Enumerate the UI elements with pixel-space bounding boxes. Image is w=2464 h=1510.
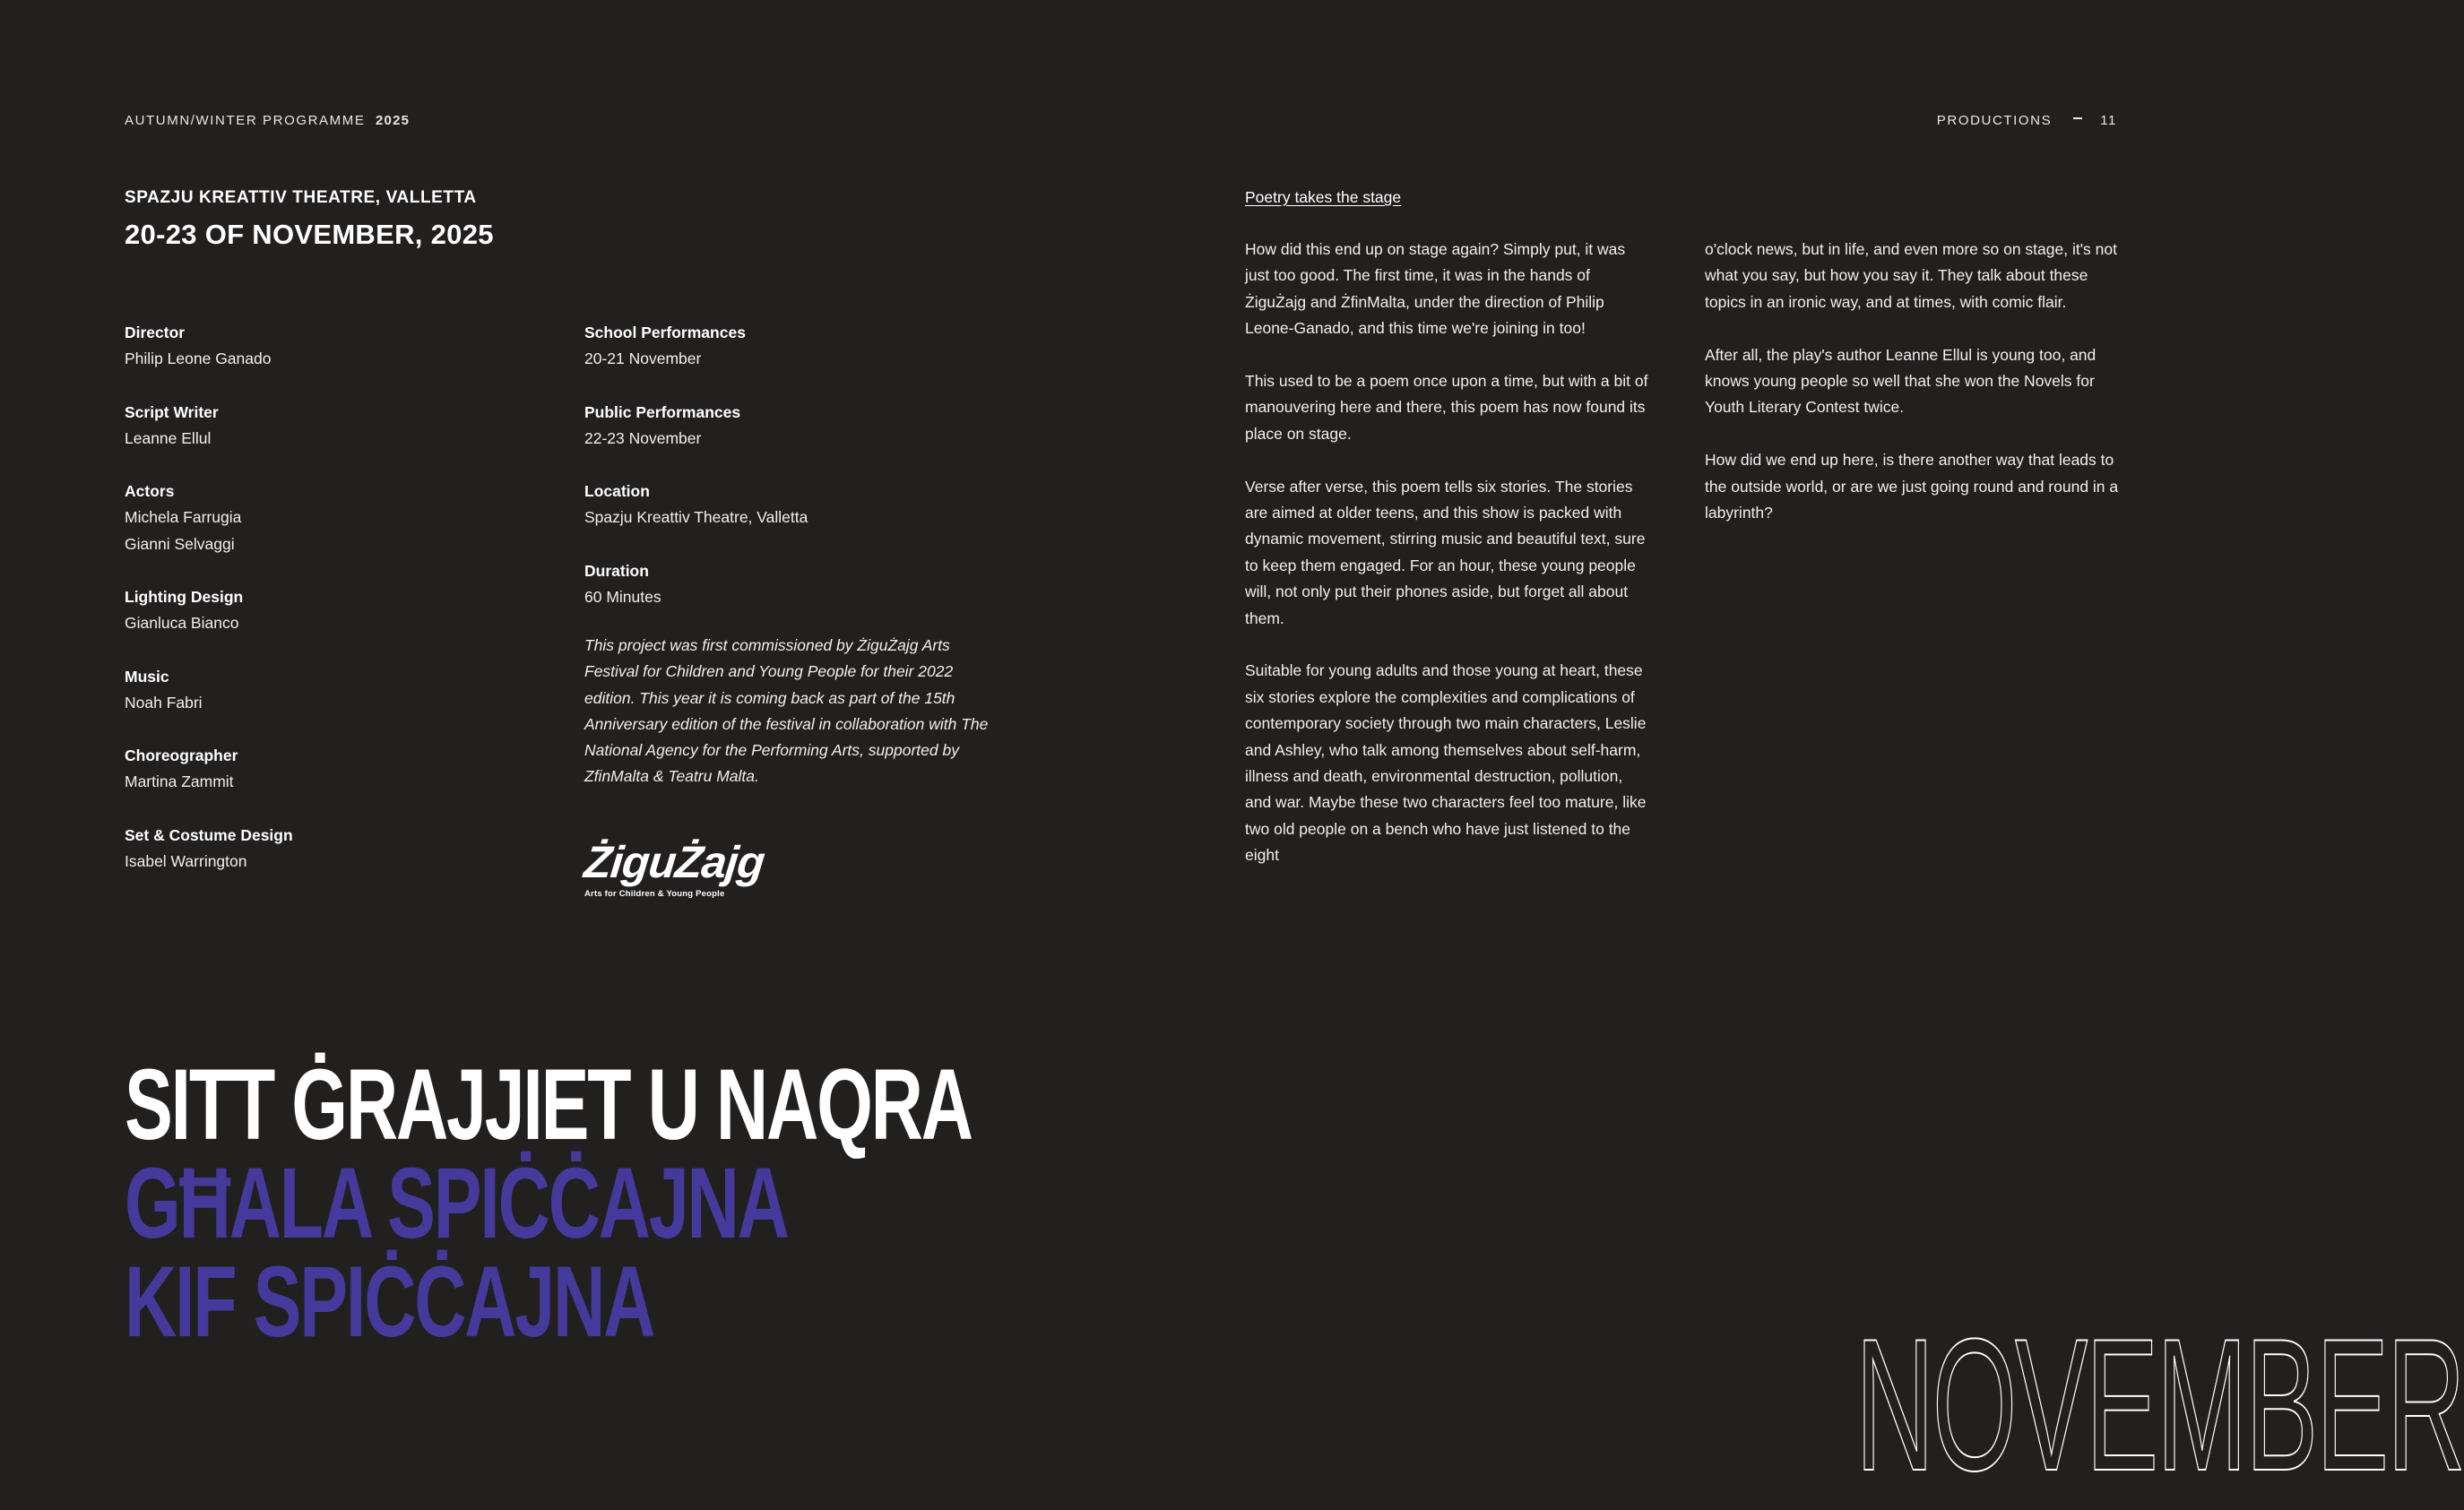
- credit-entry: [584, 479, 1015, 531]
- credit-value: Michela Farrugia: [125, 508, 242, 526]
- credit-entry: [125, 400, 555, 453]
- credit-entry: [584, 400, 1015, 453]
- credit-value: Gianluca Bianco: [125, 614, 239, 632]
- programme-running-header: [125, 113, 410, 128]
- production-title-line-3: KIF SPIĊĊAJNA: [125, 1246, 654, 1358]
- credit-label: Director: [125, 324, 186, 341]
- programme-name: AUTUMN/WINTER PROGRAMME: [125, 113, 366, 128]
- credit-label: Lighting Design: [125, 588, 244, 606]
- header-dash: [2073, 117, 2082, 119]
- credit-value: Philip Leone Ganado: [125, 349, 272, 367]
- credit-entry: [125, 743, 555, 796]
- credit-entry: [125, 664, 555, 717]
- month-watermark: NOVEMBER: [1855, 1299, 2464, 1510]
- article-paragraph: How did this end up on stage again? Simply put, it was just too good. The first time, it was in the hands of ŻiguŻajg and ŻfinMalta, under the direction of Philip Leone-Ganado, and this time we're joining in too!: [1245, 240, 1626, 338]
- credit-label: Script Writer: [125, 402, 219, 421]
- credit-entry: [125, 584, 555, 637]
- credit-entry: [125, 320, 555, 373]
- article-column-2: [1705, 237, 2126, 553]
- programme-year: 2025: [376, 113, 411, 128]
- credits-list-mid: [584, 320, 1015, 637]
- credit-entry: [125, 479, 555, 557]
- credit-entry: [125, 823, 555, 876]
- article-paragraph: This used to be a poem once upon a time, but with a bit of manouvering here and there, this poem has now found its place on stage.: [1245, 372, 1648, 443]
- credit-value: Martina Zammit: [125, 772, 234, 790]
- article-paragraph: o'clock news, but in life, and even more so on stage, it's not what you say, but how you say it. They talk about these topics in an ironic way, and at times, with comic flair.: [1705, 240, 2117, 311]
- credit-value: Gianni Selvaggi: [125, 534, 235, 553]
- credit-label: Actors: [125, 482, 175, 500]
- credit-label: Public Performances: [584, 402, 741, 421]
- article-paragraph: How did we end up here, is there another way that leads to the outside world, or are we just going round and round in a labyrinth?: [1705, 451, 2119, 522]
- credit-value: 60 Minutes: [584, 587, 661, 606]
- credits-list-left: [125, 320, 555, 902]
- event-venue: SPAZJU KREATTIV THEATRE, VALLETTA: [125, 188, 477, 207]
- credit-entry: [584, 558, 1015, 611]
- credit-label: School Performances: [584, 324, 746, 341]
- credit-label: Location: [584, 482, 650, 500]
- commission-note: This project was first commissioned by ŻiguŻajg Arts Festival for Children and Young People for their 2022 edition. This year it is coming back as part of the 15th Anniversary edition of the festival in collaboration with The National Agency for the Performing Arts, supported by ZfinMalta & Teatru Malta.: [584, 636, 989, 786]
- credit-entry: [584, 320, 1015, 373]
- logo-tagline: Arts for Children & Young People: [584, 889, 725, 899]
- production-title-line-1: SITT ĠRAJJIET U NAQRA: [125, 1048, 972, 1161]
- production-title-line-2: GĦALA SPIĊĊAJNA: [125, 1147, 788, 1259]
- page-number: 11: [2100, 113, 2117, 128]
- credit-value: Leanne Ellul: [125, 428, 212, 447]
- section-running-header: [1937, 113, 2117, 128]
- credit-value: Isabel Warrington: [125, 851, 247, 870]
- credit-label: Music: [125, 667, 169, 686]
- article-heading: Poetry takes the stage: [1245, 188, 1402, 206]
- credit-label: Choreographer: [125, 746, 238, 764]
- article-paragraph: Verse after verse, this poem tells six stories. The stories are aimed at older teens, and this show is packed with dynamic movement, stirring music and beautiful text, sure to keep them engaged. For an hour, these young people will, not only put their phones aside, but forget all about them.: [1245, 477, 1646, 627]
- credit-value: 20-21 November: [584, 349, 702, 367]
- article-paragraph: After all, the play's author Leanne Ellul is young too, and knows young people so well that she won the Novels for Youth Literary Contest twice.: [1705, 345, 2097, 417]
- credit-value: Spazju Kreattiv Theatre, Valletta: [584, 508, 808, 526]
- article-paragraph: Suitable for young adults and those young at heart, these six stories explore the complexities and complications of contemporary society through two main characters, Leslie and Ashley, who talk among themselves about self-harm, illness and death, environmental destruction, pollution, and war. Maybe these two characters feel too mature, like two old people on a bench who have just listened to the eight: [1245, 661, 1647, 865]
- article-column-1: [1245, 237, 1648, 895]
- logo-wordmark: ŻiguŻajg: [582, 837, 767, 887]
- credit-label: Duration: [584, 561, 649, 580]
- credit-value: Noah Fabri: [125, 693, 203, 712]
- credit-label: Set & Costume Design: [125, 825, 293, 844]
- ziguzajg-logo: [582, 837, 767, 899]
- event-dates: 20-23 OF NOVEMBER, 2025: [125, 219, 494, 250]
- section-name: PRODUCTIONS: [1936, 113, 2053, 128]
- credit-value: 22-23 November: [584, 428, 702, 447]
